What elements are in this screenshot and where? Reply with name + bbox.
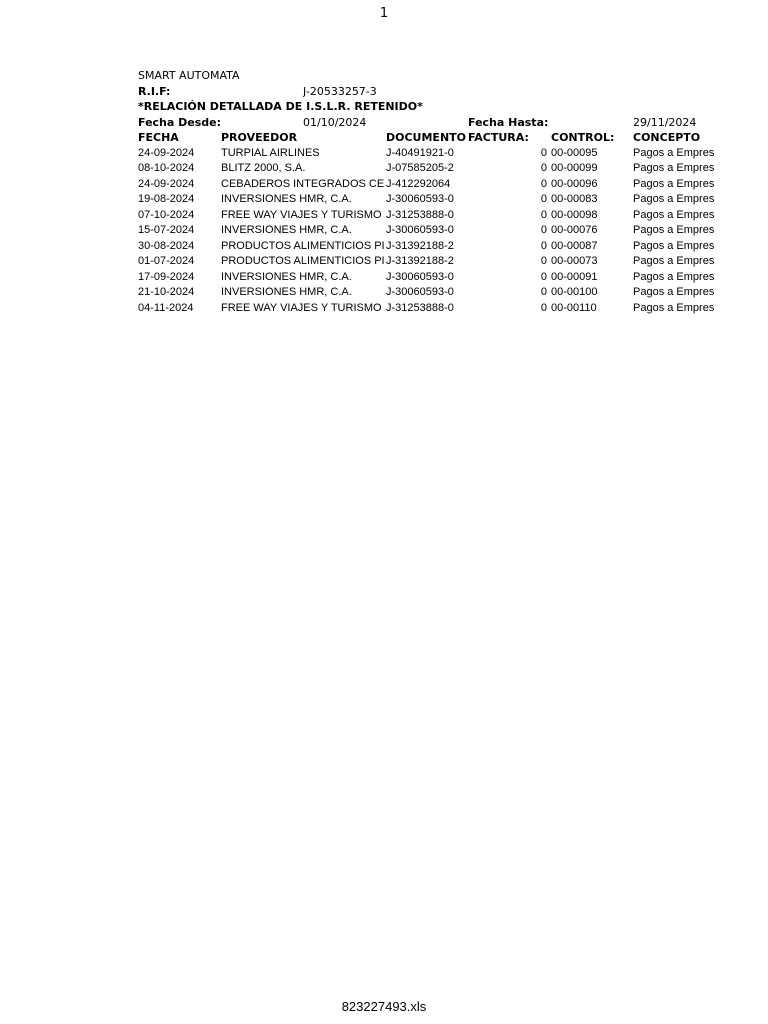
cell-documento: J-31392188-2 (386, 255, 454, 267)
page-number: 1 (379, 6, 389, 21)
cell-factura: 0 (540, 193, 547, 205)
table-row (138, 177, 768, 193)
report-sheet (138, 68, 768, 316)
table-row (138, 285, 768, 301)
cell-fecha: 01-07-2024 (138, 255, 195, 267)
table-row (138, 146, 768, 162)
cell-fecha: 17-09-2024 (138, 270, 195, 283)
table-row (138, 223, 768, 239)
column-header-proveedor: PROVEEDOR (221, 131, 298, 144)
cell-factura: 0 (540, 162, 547, 174)
column-header-concepto: CONCEPTO (633, 131, 701, 144)
cell-fecha: 15-07-2024 (138, 224, 195, 236)
cell-documento: J-30060593-0 (386, 286, 454, 298)
cell-control: 00-00076 (551, 224, 598, 236)
table-row (138, 270, 768, 286)
footer-filename: 823227493.xls (341, 999, 427, 1014)
cell-control: 00-00110 (551, 301, 597, 314)
company-row (138, 68, 768, 84)
cell-control: 00-00073 (551, 255, 598, 267)
cell-proveedor: TURPIAL AIRLINES (221, 146, 320, 159)
cell-fecha: 30-08-2024 (138, 239, 195, 252)
title-row (138, 99, 768, 115)
fecha-hasta-label: Fecha Hasta: (468, 115, 549, 129)
cell-fecha: 07-10-2024 (138, 208, 195, 221)
cell-factura: 0 (540, 286, 547, 298)
cell-concepto: Pagos a Empres (633, 255, 715, 267)
cell-documento: J-07585205-2 (386, 162, 454, 174)
cell-factura: 0 (540, 177, 547, 190)
cell-fecha: 19-08-2024 (138, 193, 195, 205)
cell-factura: 0 (540, 239, 547, 252)
table-body (138, 146, 768, 317)
cell-factura: 0 (540, 301, 547, 314)
cell-concepto: Pagos a Empres (633, 146, 715, 159)
cell-proveedor: INVERSIONES HMR, C.A. (221, 270, 352, 283)
cell-documento: J-412292064 (386, 177, 451, 190)
cell-fecha: 24-09-2024 (138, 177, 195, 190)
cell-documento: J-31253888-0 (386, 301, 454, 314)
table-row (138, 239, 768, 255)
cell-factura: 0 (540, 146, 547, 159)
fecha-desde-label: Fecha Desde: (138, 115, 222, 129)
cell-fecha: 08-10-2024 (138, 162, 195, 174)
cell-control: 00-00087 (551, 239, 598, 252)
rif-row (138, 84, 768, 100)
cell-concepto: Pagos a Empres (633, 270, 715, 283)
cell-proveedor: PRODUCTOS ALIMENTICIOS PI (221, 239, 385, 252)
column-header-control: CONTROL: (551, 131, 615, 144)
cell-factura: 0 (540, 208, 547, 221)
cell-proveedor: INVERSIONES HMR, C.A. (221, 286, 352, 298)
rif-label: R.I.F: (138, 84, 171, 98)
report-title: *RELACIÓN DETALLADA DE I.S.L.R. RETENIDO* (138, 100, 423, 113)
table-header-row (138, 130, 768, 146)
cell-fecha: 04-11-2024 (138, 301, 194, 314)
cell-proveedor: INVERSIONES HMR, C.A. (221, 224, 352, 236)
cell-control: 00-00096 (551, 177, 598, 190)
cell-documento: J-30060593-0 (386, 270, 454, 283)
rif-value: J-20533257-3 (303, 84, 377, 98)
cell-factura: 0 (540, 270, 547, 283)
cell-documento: J-31253888-0 (386, 208, 454, 221)
column-header-factura: FACTURA: (468, 131, 529, 144)
column-header-documento: DOCUMENTO (386, 131, 467, 144)
cell-documento: J-40491921-0 (386, 146, 454, 159)
cell-concepto: Pagos a Empres (633, 193, 715, 205)
table-row (138, 301, 768, 317)
company-name: SMART AUTOMATA (138, 69, 240, 82)
cell-control: 00-00098 (551, 208, 598, 221)
cell-fecha: 21-10-2024 (138, 286, 195, 298)
cell-concepto: Pagos a Empres (633, 224, 715, 236)
date-range-row (138, 115, 768, 131)
cell-documento: J-31392188-2 (386, 239, 454, 252)
table-row (138, 208, 768, 224)
cell-proveedor: FREE WAY VIAJES Y TURISMO (221, 301, 382, 314)
cell-control: 00-00083 (551, 193, 598, 205)
cell-fecha: 24-09-2024 (138, 146, 195, 159)
table-row (138, 192, 768, 208)
cell-concepto: Pagos a Empres (633, 239, 715, 252)
cell-proveedor: INVERSIONES HMR, C.A. (221, 193, 352, 205)
cell-control: 00-00091 (551, 270, 598, 283)
cell-concepto: Pagos a Empres (633, 301, 715, 314)
cell-factura: 0 (540, 255, 547, 267)
table-row (138, 254, 768, 270)
cell-concepto: Pagos a Empres (633, 177, 715, 190)
cell-documento: J-30060593-0 (386, 193, 454, 205)
fecha-hasta-value: 29/11/2024 (633, 115, 697, 129)
table-row (138, 161, 768, 177)
cell-factura: 0 (540, 224, 547, 236)
fecha-desde-value: 01/10/2024 (303, 115, 367, 129)
cell-documento: J-30060593-0 (386, 224, 454, 236)
cell-proveedor: FREE WAY VIAJES Y TURISMO (221, 208, 382, 221)
cell-concepto: Pagos a Empres (633, 162, 715, 174)
cell-proveedor: CEBADEROS INTEGRADOS CE (221, 177, 385, 190)
cell-proveedor: PRODUCTOS ALIMENTICIOS PI (221, 255, 385, 267)
cell-proveedor: BLITZ 2000, S.A. (221, 162, 306, 174)
cell-concepto: Pagos a Empres (633, 286, 715, 298)
cell-control: 00-00095 (551, 146, 598, 159)
cell-concepto: Pagos a Empres (633, 208, 715, 221)
cell-control: 00-00099 (551, 162, 598, 174)
column-header-fecha: FECHA (138, 131, 179, 144)
cell-control: 00-00100 (551, 286, 598, 298)
